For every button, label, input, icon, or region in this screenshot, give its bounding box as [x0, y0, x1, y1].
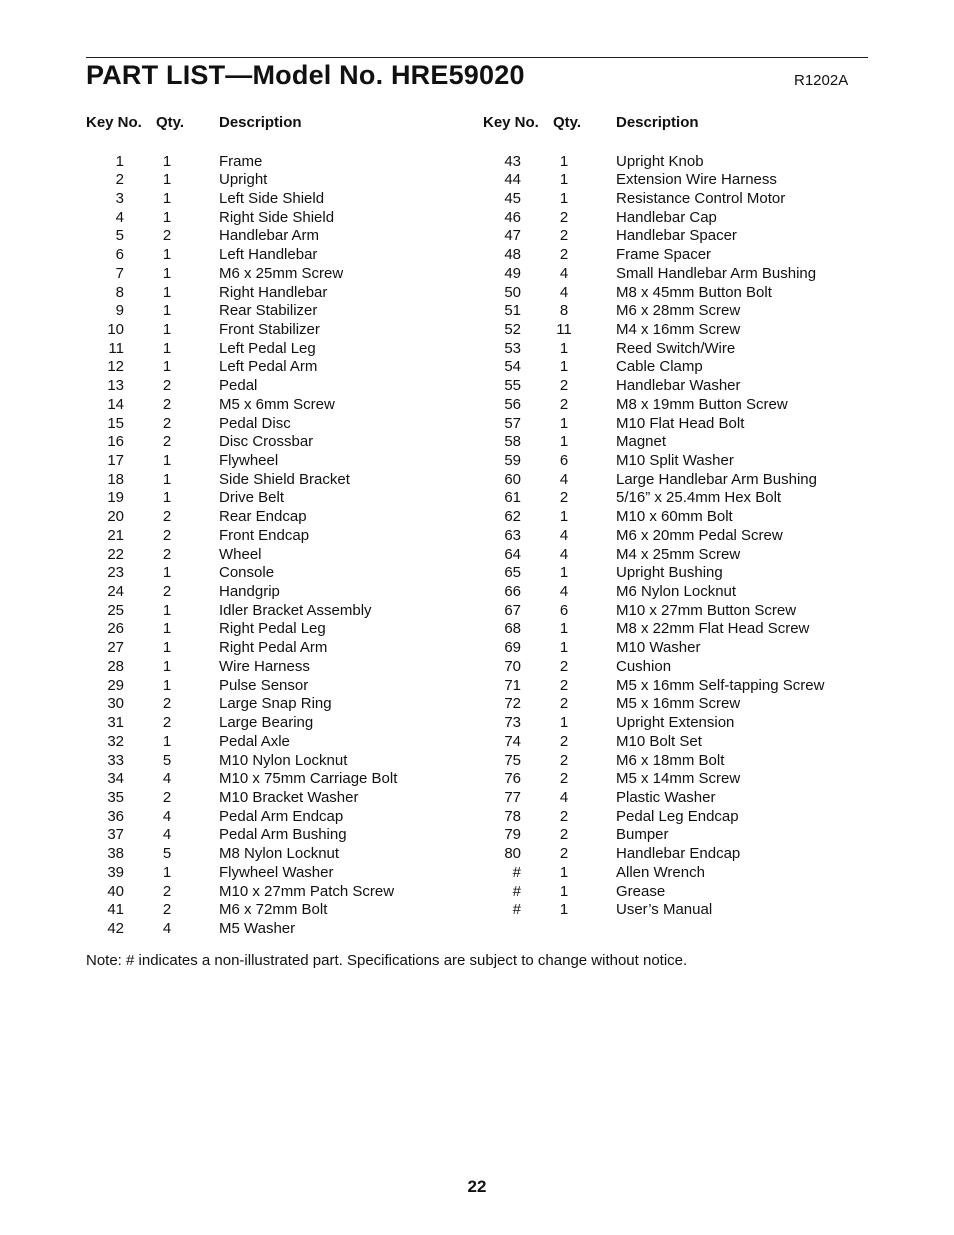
- part-key-no: 21: [107, 526, 124, 544]
- part-description: Left Side Shield: [219, 189, 325, 207]
- part-qty: 1: [559, 358, 569, 376]
- part-key-no: 48: [504, 246, 521, 264]
- part-description: M5 x 6mm Screw: [219, 395, 335, 413]
- part-description: User’s Manual: [616, 901, 713, 919]
- part-key-no: 38: [107, 845, 124, 863]
- part-key-no: 39: [107, 863, 124, 881]
- part-key-no: 25: [107, 601, 124, 619]
- part-description: M4 x 16mm Screw: [616, 320, 741, 338]
- part-qty: 5: [162, 845, 172, 863]
- part-key-no: 45: [504, 189, 521, 207]
- part-description: Right Pedal Arm: [219, 639, 328, 657]
- part-description: Flywheel Washer: [219, 863, 334, 881]
- part-key-no: 23: [107, 564, 124, 582]
- part-description: Left Pedal Leg: [219, 339, 316, 357]
- part-qty: 8: [559, 302, 569, 320]
- part-key-no: 32: [107, 732, 124, 750]
- part-qty: 2: [162, 377, 172, 395]
- part-key-no: 5: [115, 227, 124, 245]
- part-description: M10 Flat Head Bolt: [616, 414, 745, 432]
- part-qty: 1: [162, 320, 172, 338]
- part-description: M6 x 18mm Bolt: [616, 751, 725, 769]
- part-key-no: 54: [504, 358, 521, 376]
- part-qty: 1: [162, 208, 172, 226]
- part-description: M6 Nylon Locknut: [616, 583, 737, 601]
- header-description: Description: [219, 114, 302, 131]
- part-description: M8 x 45mm Button Bolt: [616, 283, 772, 301]
- part-key-no: 74: [504, 732, 521, 750]
- part-qty: 4: [162, 807, 172, 825]
- part-key-no: 4: [115, 208, 124, 226]
- part-key-no: 41: [107, 901, 124, 919]
- part-key-no: 6: [115, 246, 124, 264]
- part-key-no: #: [512, 882, 521, 900]
- part-key-no: 1: [115, 152, 124, 170]
- part-qty: 2: [162, 714, 172, 732]
- part-description: Drive Belt: [219, 489, 285, 507]
- part-description: M10 x 27mm Patch Screw: [219, 882, 395, 900]
- part-description: Rear Endcap: [219, 508, 307, 526]
- part-description: Bumper: [616, 826, 669, 844]
- part-description: Pedal Disc: [219, 414, 291, 432]
- header-key-no: Key No.: [483, 114, 539, 131]
- part-key-no: 33: [107, 751, 124, 769]
- part-key-no: 62: [504, 508, 521, 526]
- part-key-no: 28: [107, 657, 124, 675]
- part-description: Front Endcap: [219, 526, 310, 544]
- part-key-no: 78: [504, 807, 521, 825]
- part-qty: 4: [162, 826, 172, 844]
- part-qty: 1: [162, 246, 172, 264]
- part-description: Upright Knob: [616, 152, 704, 170]
- part-key-no: 77: [504, 788, 521, 806]
- part-qty: 1: [162, 732, 172, 750]
- part-qty: 1: [162, 676, 172, 694]
- part-description: M5 Washer: [219, 919, 296, 937]
- part-key-no: 76: [504, 770, 521, 788]
- part-description: Frame: [219, 152, 263, 170]
- part-qty: 2: [162, 788, 172, 806]
- part-key-no: 10: [107, 320, 124, 338]
- part-key-no: 15: [107, 414, 124, 432]
- part-key-no: 13: [107, 377, 124, 395]
- part-key-no: 27: [107, 639, 124, 657]
- part-key-no: 37: [107, 826, 124, 844]
- part-description: M10 Bolt Set: [616, 732, 702, 750]
- part-qty: 1: [559, 508, 569, 526]
- part-description: Handlebar Washer: [616, 377, 741, 395]
- part-qty: 2: [559, 676, 569, 694]
- part-qty: 1: [559, 620, 569, 638]
- part-description: Side Shield Bracket: [219, 470, 350, 488]
- part-key-no: 29: [107, 676, 124, 694]
- part-qty: 2: [162, 395, 172, 413]
- part-qty: 1: [559, 639, 569, 657]
- part-key-no: 16: [107, 433, 124, 451]
- part-qty: 2: [559, 732, 569, 750]
- part-qty: 1: [559, 152, 569, 170]
- part-description: Pedal Arm Endcap: [219, 807, 344, 825]
- part-key-no: 52: [504, 320, 521, 338]
- part-description: Console: [219, 564, 275, 582]
- part-qty: 1: [162, 470, 172, 488]
- part-key-no: 11: [108, 339, 124, 357]
- part-description: Wire Harness: [219, 657, 310, 675]
- part-key-no: 18: [107, 470, 124, 488]
- part-key-no: 26: [107, 620, 124, 638]
- part-qty: 1: [162, 601, 172, 619]
- part-description: Left Pedal Arm: [219, 358, 318, 376]
- part-key-no: 80: [504, 845, 521, 863]
- part-description: Upright: [219, 171, 268, 189]
- part-key-no: 24: [107, 583, 124, 601]
- part-key-no: 72: [504, 695, 521, 713]
- part-qty: 1: [162, 302, 172, 320]
- part-description: Idler Bracket Assembly: [219, 601, 372, 619]
- part-description: M6 x 28mm Screw: [616, 302, 741, 320]
- part-key-no: 51: [504, 302, 521, 320]
- part-description: Right Pedal Leg: [219, 620, 326, 638]
- part-key-no: 64: [504, 545, 521, 563]
- part-qty: 4: [559, 583, 569, 601]
- part-description: Magnet: [616, 433, 667, 451]
- part-key-no: 73: [504, 714, 521, 732]
- part-description: Handlebar Cap: [616, 208, 717, 226]
- part-description: Handgrip: [219, 583, 280, 601]
- part-description: Large Handlebar Arm Bushing: [616, 470, 817, 488]
- part-key-no: 68: [504, 620, 521, 638]
- part-key-no: 49: [504, 264, 521, 282]
- part-description: Allen Wrench: [616, 863, 705, 881]
- header-rule: [86, 57, 868, 58]
- part-key-no: 3: [115, 189, 124, 207]
- part-key-no: 69: [504, 639, 521, 657]
- part-key-no: 70: [504, 657, 521, 675]
- part-description: M8 x 22mm Flat Head Screw: [616, 620, 810, 638]
- part-key-no: #: [512, 901, 521, 919]
- part-description: M5 x 14mm Screw: [616, 770, 741, 788]
- part-key-no: 66: [504, 583, 521, 601]
- part-key-no: 65: [504, 564, 521, 582]
- part-key-no: 63: [504, 526, 521, 544]
- part-key-no: 17: [107, 452, 124, 469]
- part-description: M5 x 16mm Self-tapping Screw: [616, 676, 825, 694]
- part-description: Pedal Axle: [219, 732, 290, 750]
- part-description: Wheel: [219, 545, 262, 563]
- part-description: Pedal Leg Endcap: [616, 807, 739, 825]
- part-qty: 1: [559, 901, 569, 919]
- part-description: Flywheel: [219, 452, 279, 469]
- part-qty: 2: [559, 751, 569, 769]
- part-key-no: 35: [107, 788, 124, 806]
- part-qty: 1: [162, 863, 172, 881]
- part-description: Upright Extension: [616, 714, 735, 732]
- part-key-no: #: [512, 863, 521, 881]
- part-key-no: 22: [107, 545, 124, 563]
- part-key-no: 9: [115, 302, 124, 320]
- part-key-no: 20: [107, 508, 124, 526]
- part-qty: 1: [559, 564, 569, 582]
- part-qty: 2: [559, 208, 569, 226]
- part-qty: 1: [162, 620, 172, 638]
- part-key-no: 34: [107, 770, 124, 788]
- part-qty: 1: [162, 283, 172, 301]
- part-key-no: 19: [107, 489, 124, 507]
- part-description: Large Bearing: [219, 714, 314, 732]
- part-qty: 1: [559, 339, 569, 357]
- part-key-no: 44: [504, 171, 521, 189]
- part-qty: 1: [162, 152, 172, 170]
- part-description: Cable Clamp: [616, 358, 703, 376]
- part-description: Plastic Washer: [616, 788, 716, 806]
- part-qty: 2: [162, 695, 172, 713]
- part-description: M10 Bracket Washer: [219, 788, 359, 806]
- part-key-no: 61: [504, 489, 521, 507]
- header-key-no: Key No.: [86, 114, 142, 131]
- part-key-no: 55: [504, 377, 521, 395]
- part-qty: 2: [559, 826, 569, 844]
- header-description: Description: [616, 114, 699, 131]
- part-qty: 1: [162, 452, 172, 469]
- part-qty: 2: [559, 377, 569, 395]
- part-key-no: 12: [107, 358, 124, 376]
- part-description: Front Stabilizer: [219, 320, 320, 338]
- part-qty: 1: [559, 882, 569, 900]
- part-key-no: 79: [504, 826, 521, 844]
- part-key-no: 8: [115, 283, 124, 301]
- part-description: Reed Switch/Wire: [616, 339, 736, 357]
- part-qty: 2: [559, 227, 569, 245]
- part-description: Pedal Arm Bushing: [219, 826, 347, 844]
- part-qty: 1: [162, 639, 172, 657]
- part-key-no: 75: [504, 751, 521, 769]
- part-key-no: 60: [504, 470, 521, 488]
- part-description: Cushion: [616, 657, 672, 675]
- document-code: R1202A: [794, 72, 849, 89]
- part-qty: 1: [559, 414, 569, 432]
- part-description: Handlebar Spacer: [616, 227, 737, 245]
- part-qty: 4: [559, 545, 569, 563]
- part-qty: 6: [559, 601, 569, 619]
- part-qty: 11: [556, 320, 572, 338]
- part-qty: 2: [162, 508, 172, 526]
- part-description: M10 x 75mm Carriage Bolt: [219, 770, 398, 788]
- part-qty: 1: [559, 171, 569, 189]
- part-qty: 2: [559, 845, 569, 863]
- part-qty: 2: [559, 657, 569, 675]
- part-qty: 2: [559, 770, 569, 788]
- part-qty: 4: [559, 283, 569, 301]
- part-qty: 2: [162, 414, 172, 432]
- part-qty: 2: [162, 901, 172, 919]
- header-qty: Qty.: [553, 114, 582, 131]
- part-key-no: 56: [504, 395, 521, 413]
- part-qty: 4: [559, 788, 569, 806]
- part-qty: 2: [162, 882, 172, 900]
- part-key-no: 67: [504, 601, 521, 619]
- part-qty: 1: [162, 657, 172, 675]
- part-description: M10 x 60mm Bolt: [616, 508, 733, 526]
- part-description: Resistance Control Motor: [616, 189, 786, 207]
- part-description: M10 Washer: [616, 639, 701, 657]
- part-key-no: 7: [115, 264, 124, 282]
- part-key-no: 47: [504, 227, 521, 245]
- part-qty: 4: [559, 526, 569, 544]
- part-qty: 2: [162, 583, 172, 601]
- part-key-no: 42: [107, 919, 124, 937]
- part-description: M10 x 27mm Button Screw: [616, 601, 797, 619]
- page-number: 22: [467, 1177, 487, 1196]
- part-description: M6 x 25mm Screw: [219, 264, 344, 282]
- part-qty: 4: [162, 770, 172, 788]
- part-description: Handlebar Endcap: [616, 845, 741, 863]
- part-description: Grease: [616, 882, 666, 900]
- part-qty: 2: [559, 489, 569, 507]
- part-key-no: 46: [504, 208, 521, 226]
- part-qty: 1: [162, 564, 172, 582]
- part-description: Rear Stabilizer: [219, 302, 318, 320]
- part-qty: 5: [162, 751, 172, 769]
- part-qty: 1: [559, 189, 569, 207]
- part-key-no: 36: [107, 807, 124, 825]
- part-qty: 4: [559, 470, 569, 488]
- part-qty: 2: [559, 395, 569, 413]
- part-description: Disc Crossbar: [219, 433, 314, 451]
- footnote: Note: # indicates a non-illustrated part. Specifications are subject to change without notice.: [86, 952, 688, 969]
- part-qty: 1: [162, 358, 172, 376]
- page-title: PART LIST—Model No. HRE59020: [86, 60, 525, 90]
- part-description: Right Side Shield: [219, 208, 335, 226]
- part-qty: 1: [162, 264, 172, 282]
- part-qty: 2: [162, 433, 172, 451]
- part-key-no: 2: [115, 171, 124, 189]
- part-qty: 4: [559, 264, 569, 282]
- part-qty: 1: [559, 863, 569, 881]
- part-qty: 1: [559, 433, 569, 451]
- part-key-no: 71: [504, 676, 521, 694]
- part-qty: 1: [162, 189, 172, 207]
- part-key-no: 30: [107, 695, 124, 713]
- part-key-no: 59: [504, 452, 521, 469]
- part-description: Extension Wire Harness: [616, 171, 777, 189]
- part-description: Right Handlebar: [219, 283, 328, 301]
- part-qty: 2: [162, 227, 172, 245]
- part-description: M4 x 25mm Screw: [616, 545, 741, 563]
- part-description: M10 Split Washer: [616, 452, 734, 469]
- part-description: Frame Spacer: [616, 246, 712, 264]
- part-description: Small Handlebar Arm Bushing: [616, 264, 817, 282]
- part-qty: 1: [162, 171, 172, 189]
- part-qty: 4: [162, 919, 172, 937]
- part-description: Handlebar Arm: [219, 227, 320, 245]
- part-description: Large Snap Ring: [219, 695, 332, 713]
- part-qty: 2: [162, 526, 172, 544]
- part-qty: 2: [162, 545, 172, 563]
- part-key-no: 53: [504, 339, 521, 357]
- part-description: M5 x 16mm Screw: [616, 695, 741, 713]
- header-qty: Qty.: [156, 114, 185, 131]
- part-qty: 1: [162, 489, 172, 507]
- part-description: M6 x 20mm Pedal Screw: [616, 526, 783, 544]
- part-key-no: 14: [107, 395, 124, 413]
- part-description: 5/16” x 25.4mm Hex Bolt: [616, 489, 782, 507]
- part-qty: 1: [162, 339, 172, 357]
- part-key-no: 40: [107, 882, 124, 900]
- part-qty: 1: [559, 714, 569, 732]
- part-description: Pedal: [219, 377, 258, 395]
- part-key-no: 50: [504, 283, 521, 301]
- part-description: M6 x 72mm Bolt: [219, 901, 328, 919]
- part-description: M8 Nylon Locknut: [219, 845, 340, 863]
- part-qty: 2: [559, 695, 569, 713]
- part-qty: 2: [559, 807, 569, 825]
- part-qty: 6: [559, 452, 569, 469]
- part-description: Upright Bushing: [616, 564, 723, 582]
- part-key-no: 31: [107, 714, 124, 732]
- part-description: Pulse Sensor: [219, 676, 309, 694]
- part-description: M8 x 19mm Button Screw: [616, 395, 788, 413]
- part-key-no: 58: [504, 433, 521, 451]
- part-qty: 2: [559, 246, 569, 264]
- part-key-no: 43: [504, 152, 521, 170]
- part-description: M10 Nylon Locknut: [219, 751, 348, 769]
- part-description: Left Handlebar: [219, 246, 318, 264]
- part-key-no: 57: [504, 414, 521, 432]
